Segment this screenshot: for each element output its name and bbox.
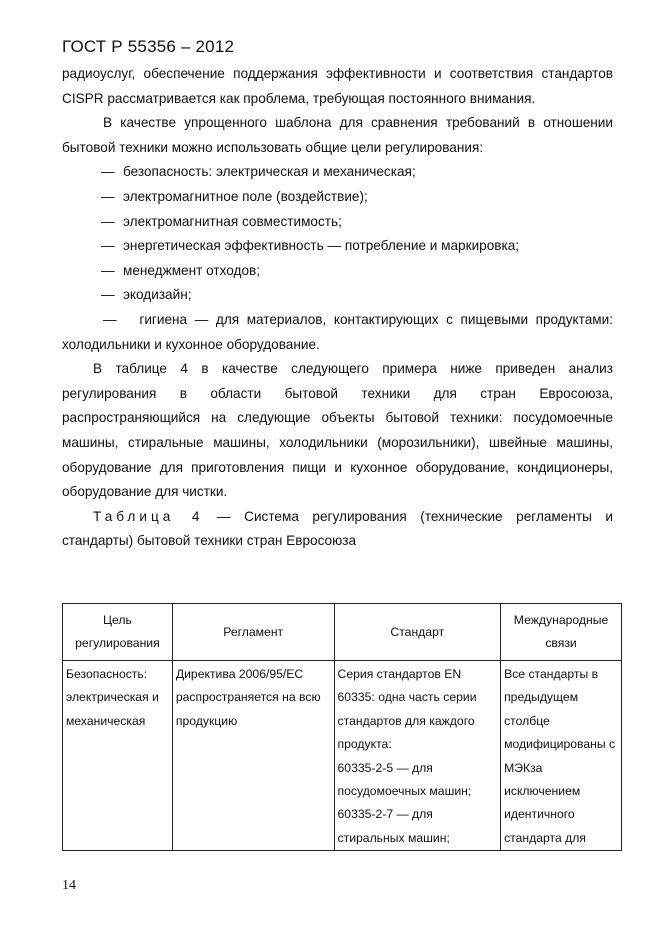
list-item-text: энергетическая эффективность — потребление и маркировка; (123, 238, 520, 254)
cell-goal: Безопасность: электрическая и механическая (63, 661, 173, 851)
page-number: 14 (62, 878, 76, 893)
list-item (62, 210, 613, 235)
list-item (62, 185, 613, 210)
cell-international: Все стандарты в предыдущем столбце модифицированы с МЭКза исключением идентичного стандарта для (501, 661, 622, 851)
paragraph-3: В таблице 4 в качестве следующего примера ниже приведен анализ регулирования в области бытовой техники для стран Евросоюза, распространяющийся на следующие объекты бытовой техники: посудомоечные машины, стиральные машины, холодильники (морозильники), швейные машины, оборудование для приготовления пищи и кухонное оборудование, кондиционеры, оборудование для чистки. (62, 361, 613, 500)
table-row (63, 661, 622, 851)
standard-line: 60335-2-7 — для стиральных машин; (337, 807, 450, 845)
list-item (62, 160, 613, 185)
list-item-text: гигиена — для материалов, контактирующих с пищевыми продуктами: холодильники и кухонное оборудование. (62, 311, 613, 352)
dash-bullet: — (101, 262, 115, 278)
list-item (62, 259, 613, 284)
list-item-text: электромагнитная совместимость; (123, 213, 342, 229)
dash-bullet: — (101, 164, 115, 180)
body-text (62, 62, 613, 554)
table-caption (62, 505, 613, 554)
table-caption-text: — Система регулирования (технические регламенты и стандарты) бытовой техники стран Евросоюза (62, 508, 613, 549)
paragraph-2: В качестве упрощенного шаблона для сравнения требований в отношении бытовой техники можно использовать общие цели регулирования: (62, 115, 613, 155)
dash-bullet: — (103, 311, 117, 327)
table-caption-prefix: Таблица 4 (93, 508, 204, 524)
list-item-text: менеджмент отходов; (123, 262, 260, 278)
list-item-text: электромагнитное поле (воздействие); (123, 188, 368, 204)
list-item-hanging (62, 308, 613, 357)
list-item (62, 283, 613, 308)
table-header-row (63, 604, 622, 661)
regulation-table (62, 603, 622, 851)
dash-bullet: — (101, 213, 115, 229)
dash-bullet: — (101, 238, 115, 254)
list-item-text: безопасность: электрическая и механическая; (123, 164, 416, 180)
dash-bullet: — (101, 287, 115, 303)
document-header: ГОСТ Р 55356 – 2012 (62, 37, 235, 56)
list-item-text: экодизайн; (123, 287, 192, 303)
standard-line: 60335-2-5 — для посудомоечных машин; (337, 760, 472, 799)
col-header-goal: Цель регулирования (63, 604, 173, 661)
dash-bullet: — (101, 188, 115, 204)
col-header-regulation: Регламент (172, 604, 334, 661)
paragraph-1: радиоуслуг, обеспечение поддержания эффективности и соответствия стандартов CISPR рассматривается как проблема, требующая постоянного внимания. (62, 66, 613, 106)
col-header-standard: Стандарт (334, 604, 501, 661)
standard-line: Серия стандартов EN 60335: одна часть серии стандартов для каждого продукта: (337, 667, 477, 752)
cell-regulation: Директива 2006/95/ЕС распространяется на всю продукцию (172, 661, 334, 851)
col-header-international: Международные связи (501, 604, 622, 661)
list-item (62, 234, 613, 259)
cell-standard (334, 661, 501, 851)
